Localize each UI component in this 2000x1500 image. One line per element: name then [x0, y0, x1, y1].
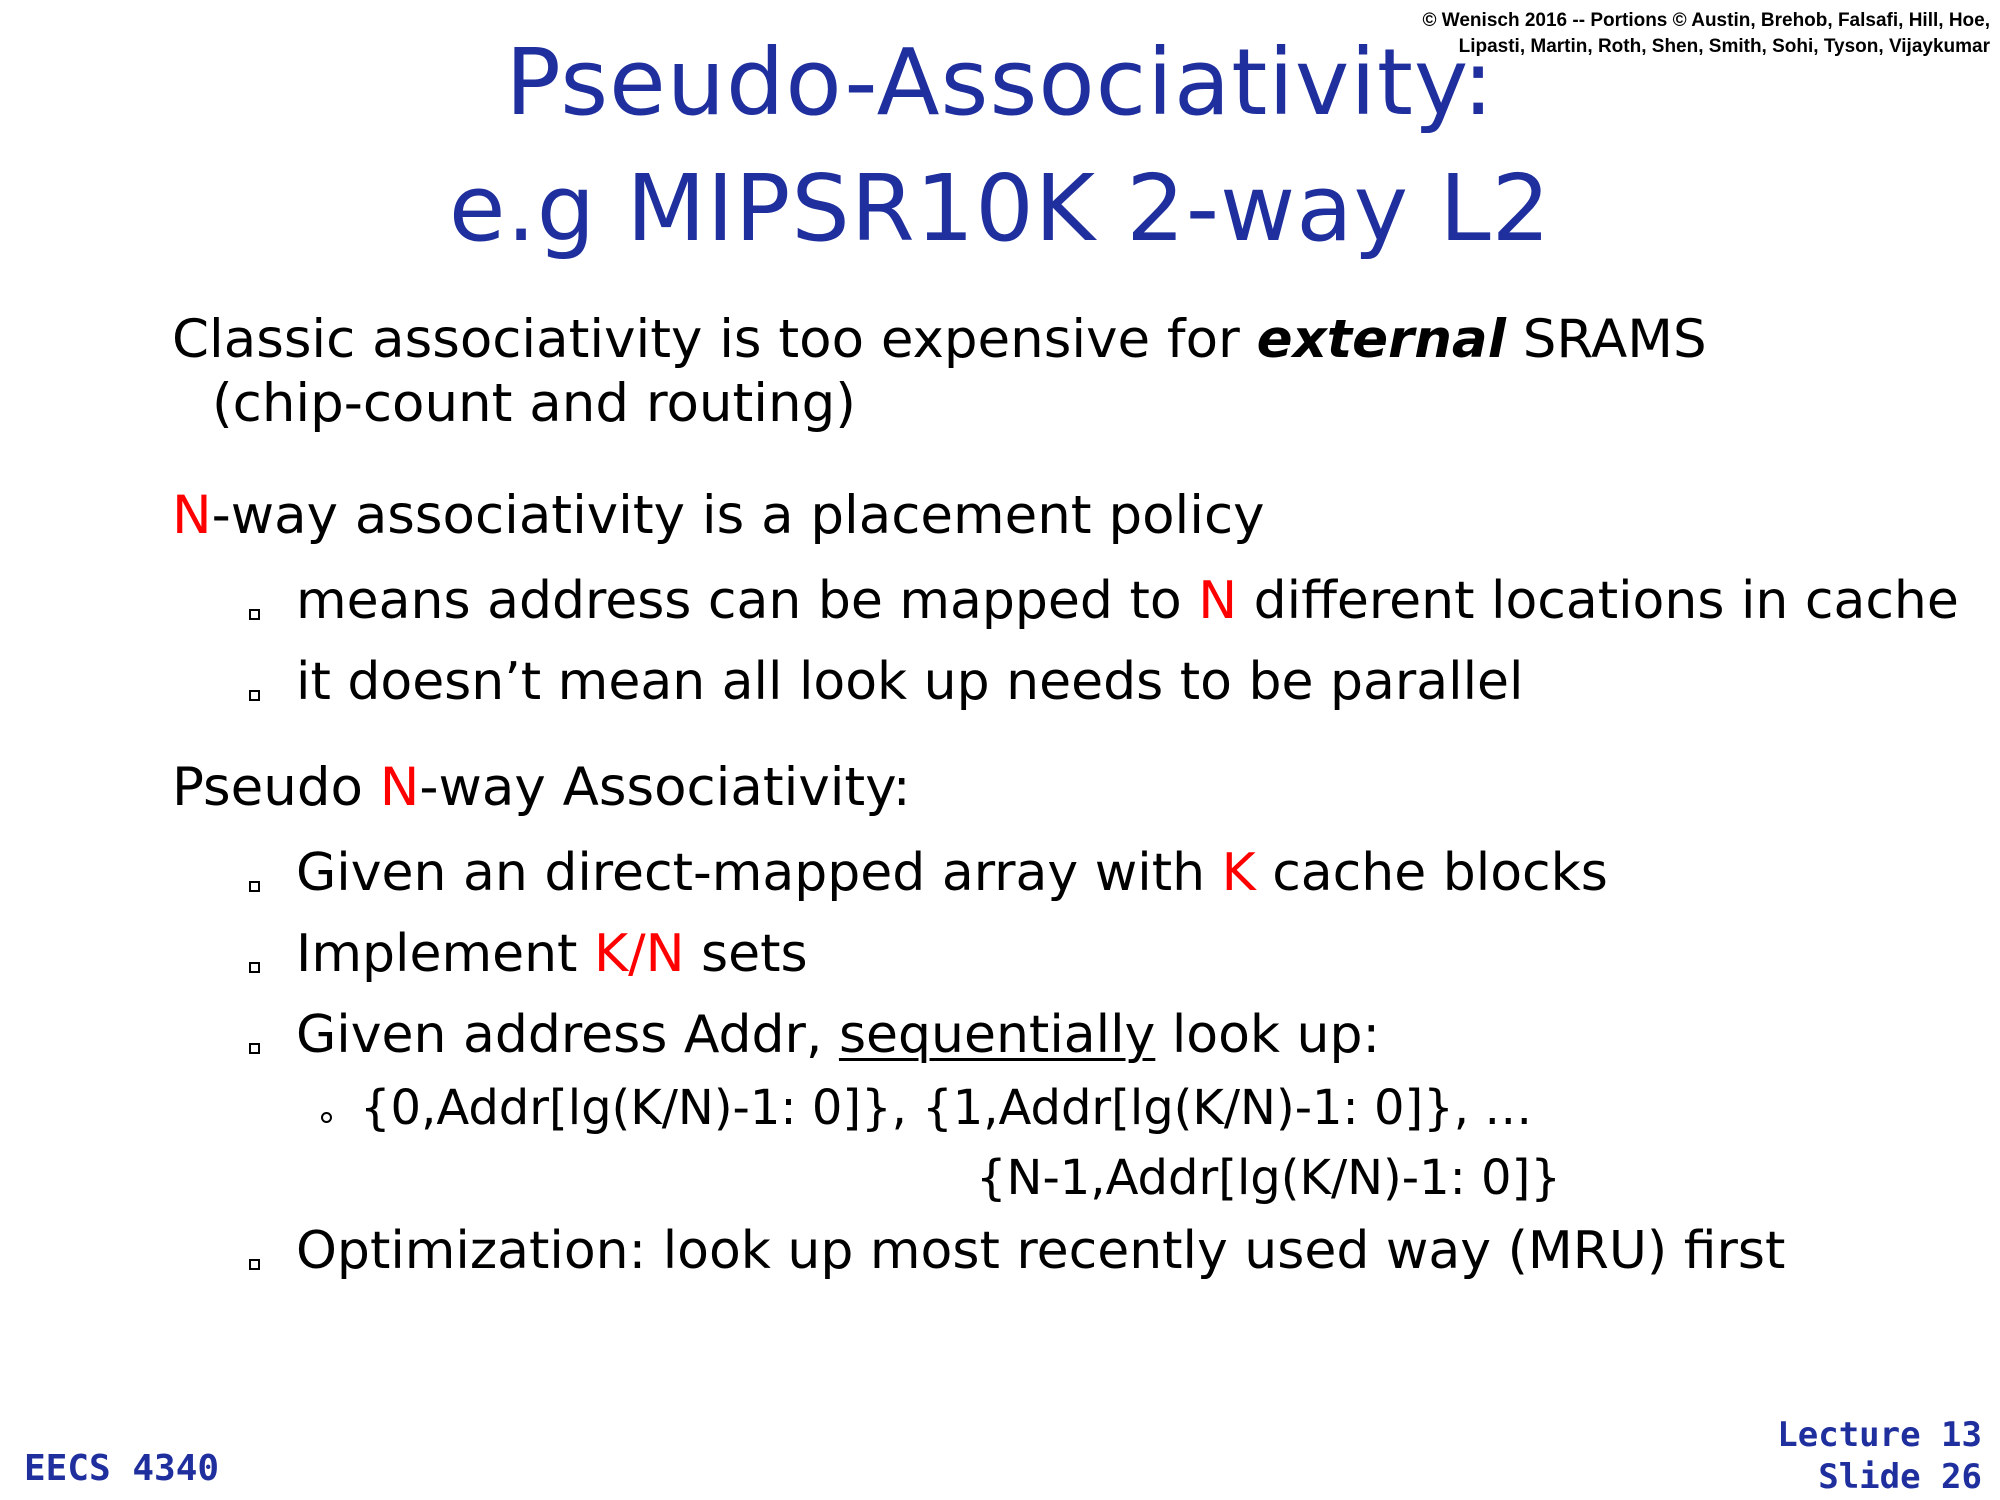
point-nway-associativity	[172, 484, 1264, 548]
highlight-n: N	[1198, 571, 1238, 631]
text-segment: means address can be mapped to	[296, 571, 1199, 631]
bullet-direct-mapped	[296, 841, 1608, 905]
ring-bullet-icon	[321, 1112, 332, 1123]
square-bullet-icon	[249, 609, 260, 620]
bullet-mapped-locations	[296, 569, 1959, 633]
text-segment: sets	[684, 924, 808, 984]
sub-bullet-lookup-sequence: {0,Addr[lg(K/N)-1: 0]}, {1,Addr[lg(K/N)-1: 0]}, …	[360, 1080, 1533, 1136]
square-bullet-icon	[249, 1043, 260, 1054]
emphasis-external: external	[1256, 309, 1506, 370]
copyright-line-2: Lipasti, Martin, Roth, Shen, Smith, Sohi, Tyson, Vijaykumar	[1458, 36, 1990, 57]
text-segment: Given address Addr,	[296, 1005, 839, 1065]
square-bullet-icon	[249, 690, 260, 701]
text-segment: different locations in cache	[1237, 571, 1959, 631]
point-pseudo-nway	[172, 756, 911, 820]
text-segment: look up:	[1155, 1005, 1381, 1065]
title-line-1: Pseudo-Associativity:	[505, 29, 1495, 136]
bullet-not-parallel: it doesn’t mean all look up needs to be parallel	[296, 652, 1524, 712]
underlined-sequentially: sequentially	[838, 1005, 1156, 1065]
text-segment: -way associativity is a placement policy	[211, 485, 1265, 546]
bullet-mru-optimization: Optimization: look up most recently used way (MRU) first	[296, 1221, 1786, 1281]
text-segment: Classic associativity is too expensive for	[172, 309, 1257, 370]
square-bullet-icon	[249, 962, 260, 973]
text-segment: -way Associativity:	[419, 757, 911, 818]
text-segment: Pseudo	[172, 757, 380, 818]
bullet-implement-sets	[296, 922, 808, 986]
text-segment: Implement	[296, 924, 594, 984]
highlight-k: K	[1221, 843, 1256, 903]
highlight-n: N	[379, 757, 420, 818]
text-segment: Given an direct-mapped array with	[296, 843, 1222, 903]
sub-bullet-lookup-sequence-cont: {N-1,Addr[lg(K/N)-1: 0]}	[976, 1150, 1561, 1206]
highlight-n: N	[172, 485, 212, 546]
text-segment: cache blocks	[1255, 843, 1608, 903]
title-line-2: e.g MIPSR10K 2-way L2	[448, 155, 1552, 262]
text-segment: SRAMS	[1505, 309, 1707, 370]
highlight-kn: K/N	[593, 924, 685, 984]
bullet-sequential-lookup	[296, 1003, 1380, 1067]
lecture-number: Lecture 13	[1777, 1415, 1982, 1455]
point-classic-associativity	[172, 308, 1707, 372]
square-bullet-icon	[249, 1259, 260, 1270]
copyright-line-1: © Wenisch 2016 -- Portions © Austin, Brehob, Falsafi, Hill, Hoe,	[1422, 10, 1990, 31]
slide-number-block	[1777, 1414, 1982, 1498]
course-label: EECS 4340	[24, 1448, 220, 1489]
square-bullet-icon	[249, 881, 260, 892]
point-classic-associativity-cont: (chip-count and routing)	[212, 373, 856, 434]
slide-number: Slide 26	[1818, 1457, 1982, 1497]
